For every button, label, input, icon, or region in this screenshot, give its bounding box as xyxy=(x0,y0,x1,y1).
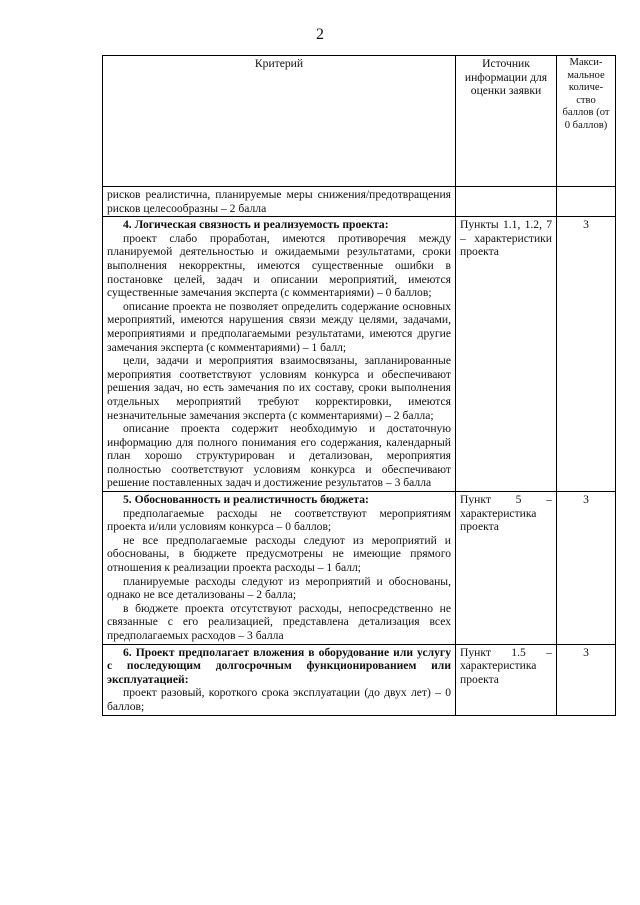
table-row xyxy=(103,492,616,645)
criterion-item: проект разовый, короткого срока эксплуатации (до двух лет) – 0 баллов; xyxy=(107,686,451,713)
header-max-score: Макси-мальное количе-ство баллов (от 0 баллов) xyxy=(557,56,616,187)
score-cell: 3 xyxy=(557,644,616,715)
score-cell: 3 xyxy=(557,492,616,645)
header-source: Источник информации для оценки заявки xyxy=(456,56,557,187)
criterion-cell xyxy=(103,492,456,645)
score-cell: 3 xyxy=(557,217,616,492)
criterion-item: не все предполагаемые расходы следуют из мероприятий и обоснованы, в бюджете предусмотрены не имеющие прямого отношения к реализации проекта расходы – 1 балл; xyxy=(107,533,451,575)
page-number: 2 xyxy=(316,26,324,43)
criterion-item: описание проекта содержит необходимую и достаточную информацию для полного понимания его содержания, календарный план хорошо структурирован и детализован, мероприятия полностью соответствуют условиям конкурса и обеспечивают решение поставленных задач и достижение результатов – 3 балла xyxy=(107,422,451,490)
continuation-cell xyxy=(103,187,456,217)
criterion-item: описание проекта не позволяет определить содержание основных мероприятий, имеются нарушения связи между целями, задачами, мероприятиями и предполагаемыми результатами, имеются другие замечания эксперта (с комментариями) – 1 балл; xyxy=(107,299,451,354)
continuation-score-cell xyxy=(557,187,616,217)
source-cell: Пункты 1.1, 1.2, 7 – характеристики проекта xyxy=(456,217,557,492)
criterion-item: цели, задачи и мероприятия взаимосвязаны, запланированные мероприятия соответствуют условиям конкурса и обеспечивают решения задач, но есть замечания по их составу, сроки выполнения отдельных мероприятий требуют корректировки, имеются незначительные замечания эксперта (с комментариями) – 2 балла; xyxy=(107,354,451,422)
criterion-item: в бюджете проекта отсутствуют расходы, непосредственно не связанные с его реализацией, представлена детализация всех предполагаемых расходов – 3 балла xyxy=(107,601,451,642)
criterion-title: 6. Проект предполагает вложения в оборудование или услугу с последующим долгосрочным функционированием или эксплуатацией: xyxy=(107,645,451,686)
continuation-source-cell xyxy=(456,187,557,217)
criterion-cell xyxy=(103,644,456,715)
continuation-text: рисков реалистична, планируемые меры снижения/предотвращения рисков целесообразны – 2 балла xyxy=(107,188,451,215)
header-criterion: Критерий xyxy=(103,56,456,187)
criterion-item: проект слабо проработан, имеются противоречия между планируемой деятельностью и ожидаемыми результатами, сроки выполнения некорректны, имеются существенные ошибки в постановке целей, задач и описании мероприятий, имеются существенные замечания эксперта (с комментариями) – 0 баллов; xyxy=(107,231,451,300)
table-header-row xyxy=(103,56,616,187)
table-row xyxy=(103,187,616,217)
criterion-item: планируемые расходы следуют из мероприятий и обоснованы, однако не все детализованы – 2 балла; xyxy=(107,574,451,602)
criteria-table xyxy=(102,55,616,716)
criterion-title: 5. Обоснованность и реалистичность бюджета: xyxy=(123,493,369,507)
criterion-cell xyxy=(103,217,456,492)
table-row xyxy=(103,217,616,492)
table-row xyxy=(103,644,616,715)
source-cell: Пункт 1.5 – характеристика проекта xyxy=(456,644,557,715)
criterion-title: 4. Логическая связность и реализуемость проекта: xyxy=(123,218,389,232)
criterion-item: предполагаемые расходы не соответствуют мероприятиям проекта и/или условиям конкурса – 0 баллов; xyxy=(107,506,451,534)
source-cell: Пункт 5 – характеристика проекта xyxy=(456,492,557,645)
